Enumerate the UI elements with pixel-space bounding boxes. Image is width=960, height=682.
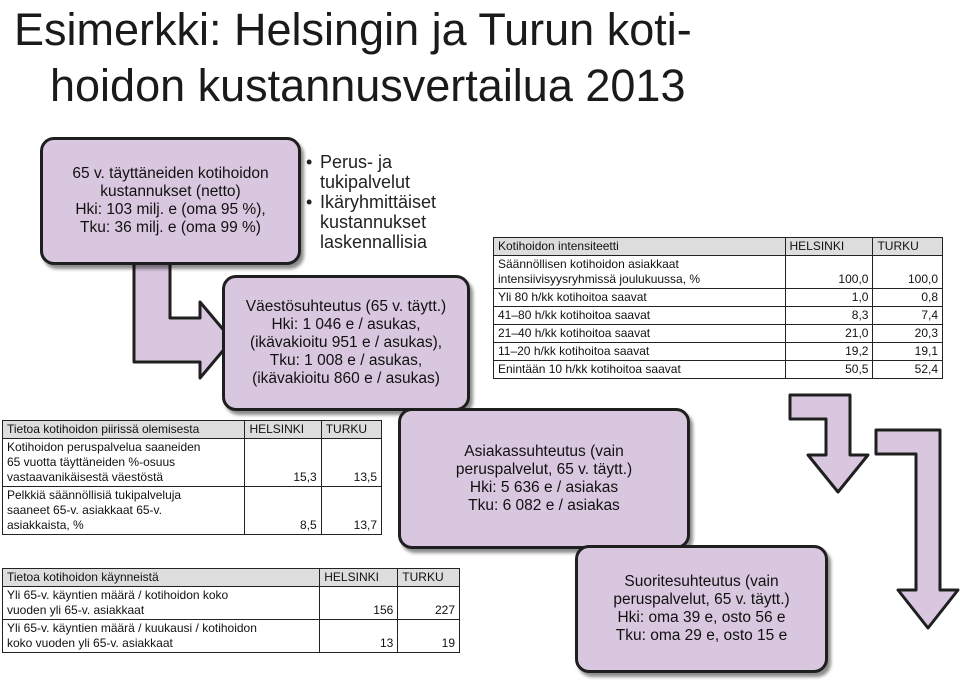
performance-ratio-box xyxy=(575,545,828,673)
bullet-dot-icon: • xyxy=(306,152,313,172)
client-line: Hki: 5 636 e / asiakas xyxy=(469,478,619,496)
bullet-dot-icon: • xyxy=(306,192,313,212)
costs-line: kustannukset (netto) xyxy=(100,183,241,200)
bullet-line: Ikäryhmittäiset xyxy=(320,192,437,212)
population-line: (ikävakioitu 860 e / asukas) xyxy=(252,370,440,387)
table-cell xyxy=(3,620,320,653)
table-cell: 100,0 xyxy=(873,256,943,289)
table-row xyxy=(3,487,382,535)
table-header-cell: HELSINKI xyxy=(320,569,398,587)
subheader-line: Säännöllisen kotihoidon asiakkaat xyxy=(498,257,679,271)
table-header-row xyxy=(494,238,943,256)
client-line: peruspalvelut, 65 v. täytt.) xyxy=(455,460,633,478)
performance-line: Suoritesuhteutus (vain xyxy=(624,573,779,590)
table-cell: 15,3 xyxy=(245,439,321,487)
bullet-item xyxy=(306,152,436,192)
table-row xyxy=(3,620,460,653)
table-cell: 21,0 xyxy=(785,325,873,343)
client-line: Tku: 6 082 e / asiakas xyxy=(468,496,620,514)
table-cell: 13,7 xyxy=(321,487,381,535)
table-cell: 0,8 xyxy=(873,289,943,307)
bullet-line: Perus- ja xyxy=(320,152,393,172)
table-header-cell: HELSINKI xyxy=(245,421,321,439)
table-cell: 7,4 xyxy=(873,307,943,325)
table-header-cell: Tietoa kotihoidon käynneistä xyxy=(3,569,320,587)
performance-line: peruspalvelut, 65 v. täytt.) xyxy=(613,591,790,608)
table-header-cell: HELSINKI xyxy=(785,238,873,256)
bullet-line: tukipalvelut xyxy=(320,172,411,192)
cell-line: Pelkkiä säännöllisiä tukipalveluja xyxy=(7,488,182,502)
arrow-to-performance-box xyxy=(876,430,958,628)
performance-line: Hki: oma 39 e, osto 56 e xyxy=(617,609,786,626)
table-cell: 19,1 xyxy=(873,343,943,361)
cell-line: asiakkaista, % xyxy=(7,518,84,532)
client-ratio-box xyxy=(398,408,690,549)
table-cell: 21‒40 h/kk kotihoitoa saavat xyxy=(494,325,786,343)
table-cell: 19 xyxy=(398,620,460,653)
bullet-line: kustannukset xyxy=(320,212,427,232)
intensity-table xyxy=(493,237,943,379)
population-line: (ikävakioitu 951 e / asukas), xyxy=(249,334,443,351)
cell-line: vastaavanikäisestä väestöstä xyxy=(7,470,164,484)
table-cell: 8,5 xyxy=(245,487,321,535)
table-row xyxy=(494,343,943,361)
table-cell: Enintään 10 h/kk kotihoitoa saavat xyxy=(494,361,786,379)
cell-line: koko vuoden yli 65-v. asiakkaat xyxy=(7,636,173,650)
table-cell: 52,4 xyxy=(873,361,943,379)
table-cell: 20,3 xyxy=(873,325,943,343)
table-cell xyxy=(3,487,245,535)
table-cell: 11‒20 h/kk kotihoitoa saavat xyxy=(494,343,786,361)
costs-line: Tku: 36 milj. e (oma 99 %) xyxy=(80,219,261,236)
cell-line: saaneet 65-v. asiakkaat 65-v. xyxy=(7,503,162,517)
client-line: Asiakassuhteutus (vain xyxy=(464,442,624,460)
table-row xyxy=(494,361,943,379)
table-header-cell: Kotihoidon intensiteetti xyxy=(494,238,786,256)
table-cell xyxy=(3,439,245,487)
title-line-1: Esimerkki: Helsingin ja Turun koti- xyxy=(14,4,692,55)
table-row xyxy=(494,325,943,343)
table-cell: 13 xyxy=(320,620,398,653)
table-cell: 227 xyxy=(398,587,460,620)
table-row xyxy=(494,289,943,307)
table-header-cell: TURKU xyxy=(398,569,460,587)
costs-line: Hki: 103 milj. e (oma 95 %), xyxy=(75,201,266,218)
table-row xyxy=(494,307,943,325)
arrow-to-client-box xyxy=(790,395,868,492)
table-row xyxy=(494,256,943,289)
cost-notes-list xyxy=(306,152,436,252)
table-cell: 41‒80 h/kk kotihoitoa saavat xyxy=(494,307,786,325)
table-cell: Yli 80 h/kk kotihoitoa saavat xyxy=(494,289,786,307)
visits-table xyxy=(2,568,460,653)
title-line-2: hoidon kustannusvertailua 2013 xyxy=(50,60,686,111)
table-cell: 19,2 xyxy=(785,343,873,361)
bullet-line: laskennallisia xyxy=(320,232,428,252)
costs-box xyxy=(40,137,301,265)
table-header-cell: TURKU xyxy=(321,421,381,439)
cell-line: vuoden yli 65-v. asiakkaat xyxy=(7,603,145,617)
performance-line: Tku: oma 29 e, osto 15 e xyxy=(615,627,788,644)
table-cell: 8,3 xyxy=(785,307,873,325)
arrow-costs-to-population xyxy=(134,262,232,378)
cell-line: Yli 65-v. käyntien määrä / kuukausi / kotihoidon xyxy=(7,621,257,635)
population-line: Hki: 1 046 e / asukas, xyxy=(271,316,421,333)
bullet-item xyxy=(306,192,436,252)
table-cell xyxy=(3,587,320,620)
coverage-table xyxy=(2,420,382,535)
table-cell: 13,5 xyxy=(321,439,381,487)
table-cell: 1,0 xyxy=(785,289,873,307)
cell-line: Yli 65-v. käyntien määrä / kotihoidon koko xyxy=(7,588,229,602)
cell-line: Kotihoidon peruspalvelua saaneiden xyxy=(7,440,201,454)
table-cell: 50,5 xyxy=(785,361,873,379)
costs-line: 65 v. täyttäneiden kotihoidon xyxy=(72,165,269,182)
table-header-cell: Tietoa kotihoidon piirissä olemisesta xyxy=(3,421,245,439)
table-header-row xyxy=(3,569,460,587)
table-row xyxy=(3,587,460,620)
population-line: Tku: 1 008 e / asukas, xyxy=(269,352,423,369)
table-header-row xyxy=(3,421,382,439)
cell-line: 65 vuotta täyttäneiden %-osuus xyxy=(7,455,176,469)
population-line: Väestösuhteutus (65 v. täytt.) xyxy=(245,298,447,315)
table-cell: 156 xyxy=(320,587,398,620)
table-row xyxy=(3,439,382,487)
table-cell: 100,0 xyxy=(785,256,873,289)
subheader-line: intensiivisyysryhmissä joulukuussa, % xyxy=(498,272,701,286)
population-box xyxy=(222,275,470,411)
table-header-cell: TURKU xyxy=(873,238,943,256)
table-cell xyxy=(494,256,786,289)
